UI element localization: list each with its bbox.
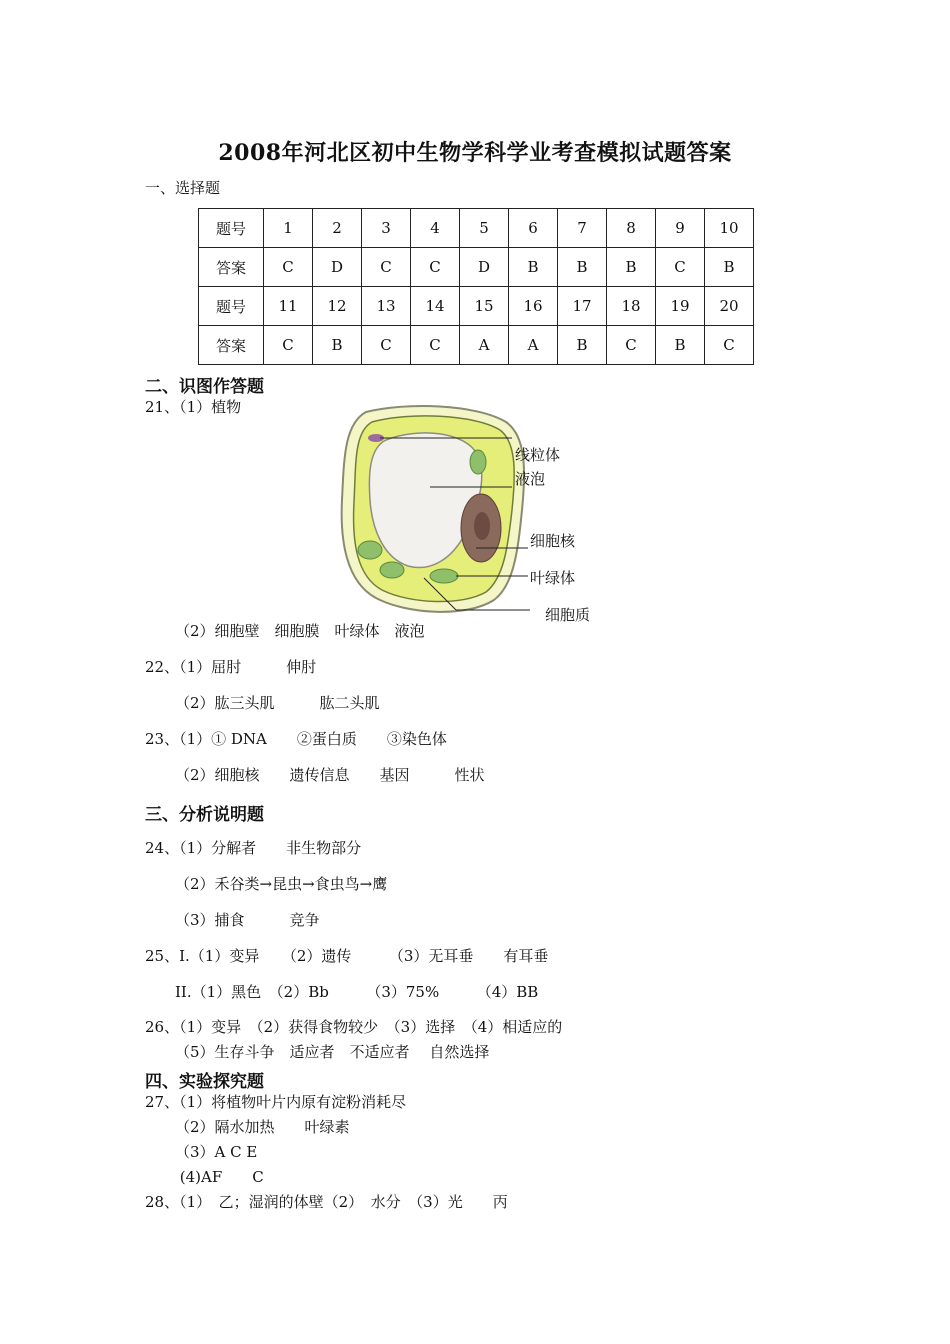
table-cell: C	[411, 326, 460, 365]
q25-part2: II.（1）黑色 （2）Bb （3）75% （4）BB	[175, 983, 539, 1001]
chloroplast-3	[380, 562, 404, 578]
section-analysis-heading: 三、分析说明题	[145, 805, 264, 825]
table-cell: 20	[705, 287, 754, 326]
table-cell: B	[313, 326, 362, 365]
table-cell: B	[558, 326, 607, 365]
table-cell: 2	[313, 209, 362, 248]
q22-part1: 22、（1）屈肘 伸肘	[145, 658, 317, 676]
table-cell: A	[460, 326, 509, 365]
q23-part1: 23、（1）① DNA ②蛋白质 ③染色体	[145, 730, 447, 748]
table-cell: C	[656, 248, 705, 287]
table-cell: 19	[656, 287, 705, 326]
table-row-header: 题号	[199, 287, 264, 326]
q27-part2: （2）隔水加热 叶绿素	[175, 1118, 350, 1136]
table-cell: D	[460, 248, 509, 287]
label-nucleus: 细胞核	[530, 532, 576, 550]
q27-part4: (4)AF C	[175, 1168, 264, 1186]
table-cell: 10	[705, 209, 754, 248]
table-cell: 3	[362, 209, 411, 248]
label-chloroplast: 叶绿体	[530, 569, 576, 587]
q21-part1: 21、（1）植物	[145, 398, 242, 416]
table-cell: C	[362, 326, 411, 365]
table-cell: 1	[264, 209, 313, 248]
table-cell: C	[362, 248, 411, 287]
section-figure-heading: 二、识图作答题	[145, 377, 264, 397]
label-vacuole: 液泡	[515, 470, 546, 488]
section-experiment-heading: 四、实验探究题	[145, 1072, 264, 1092]
q28-answer: 28、（1） 乙；湿润的体壁（2） 水分 （3）光 丙	[145, 1193, 508, 1211]
table-cell: C	[411, 248, 460, 287]
label-cytoplasm: 细胞质	[545, 606, 591, 624]
table-row	[199, 248, 754, 287]
table-cell: 17	[558, 287, 607, 326]
table-cell: B	[705, 248, 754, 287]
table-row	[199, 326, 754, 365]
table-cell: C	[264, 326, 313, 365]
plant-cell-figure	[326, 400, 546, 622]
table-cell: C	[264, 248, 313, 287]
table-cell: 13	[362, 287, 411, 326]
table-cell: 9	[656, 209, 705, 248]
table-cell: B	[509, 248, 558, 287]
label-mitochondria: 线粒体	[515, 446, 561, 464]
table-cell: A	[509, 326, 558, 365]
table-row	[199, 287, 754, 326]
table-cell: B	[607, 248, 656, 287]
table-row-header: 题号	[199, 209, 264, 248]
table-cell: 5	[460, 209, 509, 248]
chloroplast-2	[358, 541, 382, 559]
table-cell: 4	[411, 209, 460, 248]
table-cell: 12	[313, 287, 362, 326]
answer-table	[198, 208, 754, 365]
section-choice-heading: 一、选择题	[145, 179, 221, 197]
chloroplast-4	[430, 569, 458, 583]
table-cell: 16	[509, 287, 558, 326]
q25-part1: 25、I.（1）变异 （2）遗传 （3）无耳垂 有耳垂	[145, 947, 549, 965]
table-cell: B	[656, 326, 705, 365]
q27-part1: 27、（1）将植物叶片内原有淀粉消耗尽	[145, 1093, 407, 1111]
table-cell: 14	[411, 287, 460, 326]
table-row-header: 答案	[199, 248, 264, 287]
q24-part1: 24、（1）分解者 非生物部分	[145, 839, 362, 857]
table-row-header: 答案	[199, 326, 264, 365]
table-cell: D	[313, 248, 362, 287]
chloroplast-1	[470, 450, 486, 474]
table-cell: 15	[460, 287, 509, 326]
table-cell: B	[558, 248, 607, 287]
q24-part3: （3）捕食 竞争	[175, 911, 320, 929]
table-cell: 11	[264, 287, 313, 326]
table-cell: 8	[607, 209, 656, 248]
q22-part2: （2）肱三头肌 肱二头肌	[175, 694, 380, 712]
q27-part3: （3）A C E	[175, 1143, 258, 1161]
q21-part2: （2）细胞壁 细胞膜 叶绿体 液泡	[175, 622, 425, 640]
table-cell: 7	[558, 209, 607, 248]
q23-part2: （2）细胞核 遗传信息 基因 性状	[175, 766, 485, 784]
q26-part1: 26、（1）变异 （2）获得食物较少 （3）选择 （4）相适应的	[145, 1018, 563, 1036]
q26-part2: （5）生存斗争 适应者 不适应者 自然选择	[175, 1043, 490, 1061]
table-cell: C	[607, 326, 656, 365]
table-cell: C	[705, 326, 754, 365]
q24-part2: （2）禾谷类→昆虫→食虫鸟→鹰	[175, 875, 388, 893]
table-row	[199, 209, 754, 248]
table-cell: 18	[607, 287, 656, 326]
page-title: 2008年河北区初中生物学科学业考查模拟试题答案	[218, 140, 732, 166]
table-cell: 6	[509, 209, 558, 248]
